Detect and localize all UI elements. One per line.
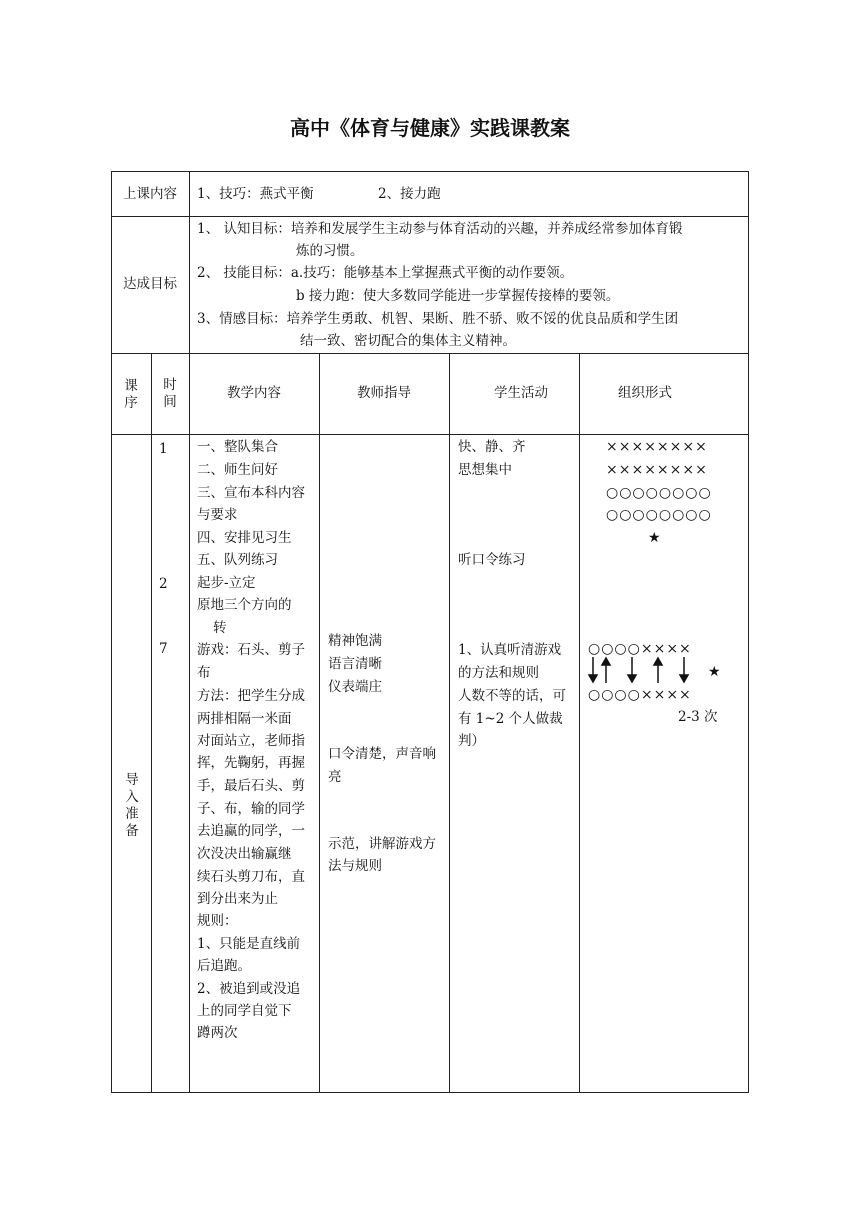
goal-line: 结一致、密切配合的集体主义精神。 [300,333,516,349]
formation-row: ○○○○○○○○ [606,485,712,501]
page-title: 高中《体育与健康》实践课教案 [290,116,570,140]
teacher-line: 精神饱满 [328,633,382,649]
header-seq: 课序 [124,378,138,411]
teaching-line: 方法：把学生分成 [197,688,305,704]
goal-line: 1、 认知目标：培养和发展学生主动参与体育活动的兴趣，并养成经常参加体育锻 [197,221,683,237]
col-divider [151,353,152,1093]
header-student: 学生活动 [494,385,548,401]
game-row: ○○○○×××× [588,687,692,703]
col-divider [449,353,450,1093]
teaching-line: 三、宣布本科内容 [197,485,305,501]
teacher-line: 亮 [328,769,342,785]
content-item-1: 1、技巧：燕式平衡 [197,186,314,202]
game-star: ★ [708,664,722,680]
section-label: 导入准备 [125,772,139,839]
goals-label: 达成目标 [123,276,177,292]
teaching-line: 去追赢的同学，一 [197,823,305,839]
goal-line: 3、情感目标：培养学生勇敢、机智、果断、胜不骄、败不馁的优良品质和学生团 [197,311,679,327]
teaching-line: 与要求 [197,507,238,523]
formation-row: ○○○○○○○○ [606,507,712,523]
teaching-line: 一、整队集合 [197,439,278,455]
col-divider [319,353,320,1093]
teaching-line: 续石头剪刀布，直 [197,869,305,885]
student-line: 听口令练习 [458,552,526,568]
student-line: 有 1~2 个人做裁 [458,711,563,727]
goal-line: b 接力跑：使大多数同学能进一步掌握传接棒的要领。 [296,288,620,304]
header-teaching: 教学内容 [227,385,281,401]
content-label: 上课内容 [123,186,177,202]
formation-row: ×××××××× [606,439,708,455]
student-line: 1、认真听清游戏 [458,642,562,658]
teaching-line: 布 [197,665,211,681]
teaching-line: 次没决出输赢继 [197,846,292,862]
teacher-line: 示范，讲解游戏方 [328,836,436,852]
game-row: ○○○○×××× [588,641,692,657]
col-divider [579,353,580,1093]
content-item-2: 2、接力跑 [378,186,441,202]
teaching-line: 挥，先鞠躬，再握 [197,755,305,771]
teacher-line: 口令清楚，声音响 [328,746,436,762]
teaching-line: 起步-立定 [197,575,256,591]
teaching-line: 上的同学自觉下 [197,1003,292,1019]
teaching-line: 五、队列练习 [197,552,278,568]
header-teacher: 教师指导 [357,385,411,401]
goal-line: 炼的习惯。 [296,243,364,259]
teaching-line: 转 [213,620,227,636]
teacher-line: 语言清晰 [328,656,382,672]
goal-line: 2、 技能目标：a.技巧：能够基本上掌握燕式平衡的动作要领。 [197,265,574,281]
student-line: 判） [458,733,485,749]
teaching-line: 手，最后石头、剪 [197,778,305,794]
teacher-star: ★ [648,530,662,546]
header-org: 组织形式 [618,385,672,401]
teaching-line: 蹲两次 [197,1025,238,1041]
student-line: 人数不等的话，可 [458,688,566,704]
row-divider [111,434,749,435]
student-line: 的方法和规则 [458,665,539,681]
teacher-line: 法与规则 [328,858,382,874]
game-repeat-count: 2-3 次 [678,709,718,725]
formation-row: ×××××××× [606,462,708,478]
teaching-line: 1、只能是直线前 [197,936,301,952]
time-value: 7 [159,641,168,657]
row-divider [111,353,749,354]
teaching-line: 对面站立，老师指 [197,733,305,749]
student-line: 快、静、齐 [458,439,526,455]
teaching-line: 四、安排见习生 [197,530,292,546]
teaching-line: 规则： [197,913,238,929]
header-time: 时间 [163,377,177,410]
teaching-line: 两排相隔一米面 [197,711,292,727]
teaching-line: 二、师生问好 [197,462,278,478]
teaching-line: 原地三个方向的 [197,597,292,613]
teaching-line: 到分出来为止 [197,891,278,907]
teacher-line: 仪表端庄 [328,679,382,695]
col-divider [189,171,190,1093]
time-value: 2 [159,576,168,592]
teaching-line: 后追跑。 [197,958,251,974]
teaching-line: 2、被追到或没追 [197,981,301,997]
teaching-line: 游戏：石头、剪子 [197,642,305,658]
student-line: 思想集中 [458,462,512,478]
row-divider [111,216,749,217]
teaching-line: 子、布，输的同学 [197,801,305,817]
direction-arrows [586,655,706,685]
time-value: 1 [159,441,168,457]
